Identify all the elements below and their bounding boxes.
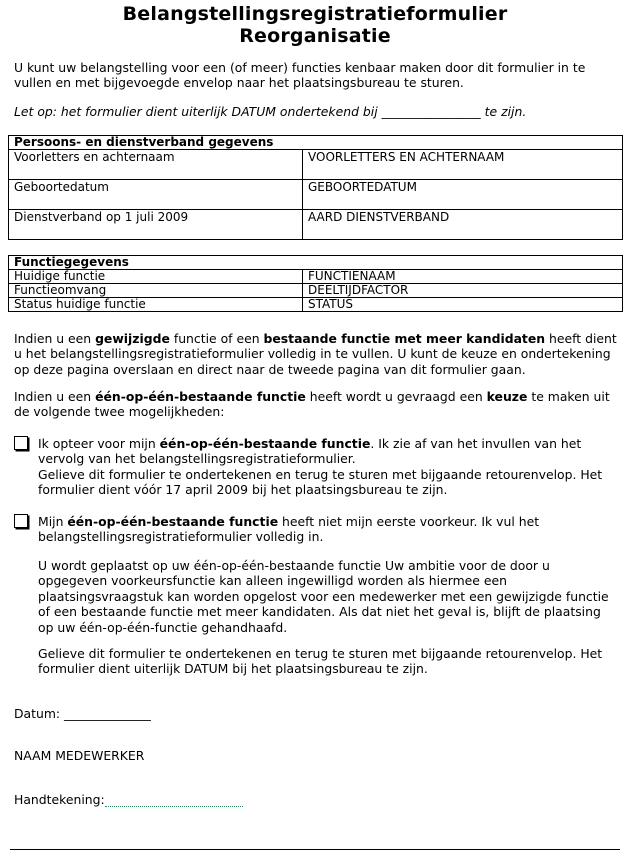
row-label: Voorletters en achternaam (9, 150, 303, 180)
text-run: Indien u een (14, 389, 96, 404)
notice-text: Let op: het formulier dient uiterlijk DATUM ondertekend bij (14, 104, 378, 119)
signature-label: Handtekening: (14, 792, 105, 807)
row-label: Huidige functie (9, 270, 303, 284)
text-run: Indien u een (14, 331, 96, 346)
bold-run: bestaande functie met meer kandidaten (263, 331, 546, 346)
signature-field (14, 792, 620, 807)
bold-run: één-op-één-bestaande functie (67, 514, 279, 529)
option-2-text (38, 514, 618, 545)
row-value[interactable]: FUNCTIENAAM (303, 270, 623, 284)
row-label: Dienstverband op 1 juli 2009 (9, 210, 303, 240)
bottom-divider (10, 849, 620, 850)
text-run: heeft wordt u gevraagd een (305, 389, 487, 404)
text-run: heeft dient u het belangstellingsregistratieformulier volledig in te vullen. U kunt de keuze en ondertekening op deze pagina overslaan en direct naar de tweede pagina van dit formulier gaan. (14, 331, 617, 377)
table-row (9, 284, 623, 298)
notice-text-end: te zijn. (484, 104, 527, 119)
personal-data-table (8, 135, 623, 240)
text-run: Mijn (38, 514, 68, 529)
function-data-table (8, 255, 623, 312)
text-run: te maken uit de volgende twee mogelijkheden: (14, 389, 610, 420)
row-label: Geboortedatum (9, 180, 303, 210)
option-1-checkbox[interactable] (14, 436, 28, 450)
date-field (14, 706, 620, 721)
table-header: Functiegegevens (9, 256, 623, 270)
notice-blank: ________________ (381, 104, 481, 119)
instruction-paragraph-2 (14, 389, 620, 420)
table-row (9, 270, 623, 284)
signature-input[interactable] (105, 794, 243, 807)
table-row (9, 210, 623, 240)
date-input[interactable]: ______________ (64, 706, 151, 721)
option-2-subtext-2: Gelieve dit formulier te ondertekenen en terug te sturen met bijgaande retourenvelop. Het formulier dient uiterlijk DATUM bij het plaatsingsbureau te zijn. (38, 646, 603, 677)
table-row (9, 150, 623, 180)
table-row (9, 298, 623, 312)
row-value[interactable]: VOORLETTERS EN ACHTERNAAM (303, 150, 623, 180)
text-run: . Ik zie af van het invullen van het vervolg van het belangstellingsregistratieformulier. (38, 436, 582, 467)
instruction-paragraph-1 (14, 331, 620, 377)
date-label: Datum: (14, 706, 61, 721)
row-value[interactable]: DEELTIJDFACTOR (303, 284, 623, 298)
table-row (9, 180, 623, 210)
text-run: Ik opteer voor mijn (38, 436, 160, 451)
employee-name: NAAM MEDEWERKER (14, 748, 145, 763)
document-subtitle: Reorganisatie (239, 25, 391, 47)
deadline-notice (14, 104, 620, 119)
option-2-subtext-1: U wordt geplaatst op uw één-op-één-bestaande functie Uw ambitie voor de door u opgegeven voorkeursfunctie kan alleen ingewilligd worden als hiermee een plaatsingsvraagstuk kan worden opgelost voor een medewerker met een gewijzigde functie of een bestaande functie met meer kandidaten. Als dat niet het geval is, blijft de plaatsing op uw één-op-één-functie gehandhaafd. (38, 558, 609, 635)
option-2-checkbox[interactable] (14, 514, 28, 528)
row-value[interactable]: STATUS (303, 298, 623, 312)
intro-paragraph: U kunt uw belangstelling voor een (of meer) functies kenbaar maken door dit formulier in te vullen en met bijgevoegde envelop naar het plaatsingsbureau te sturen. (14, 60, 586, 91)
option-1-text (38, 436, 618, 467)
row-label: Status huidige functie (9, 298, 303, 312)
document-title: Belangstellingsregistratieformulier (122, 3, 508, 25)
text-run: functie of een (169, 331, 264, 346)
bold-run: gewijzigde (95, 331, 170, 346)
table-header: Persoons- en dienstverband gegevens (9, 136, 623, 150)
row-value[interactable]: AARD DIENSTVERBAND (303, 210, 623, 240)
row-value[interactable]: GEBOORTEDATUM (303, 180, 623, 210)
bold-run: één-op-één-bestaande functie (159, 436, 371, 451)
row-label: Functieomvang (9, 284, 303, 298)
bold-run: één-op-één-bestaande functie (95, 389, 306, 404)
bold-run: keuze (486, 389, 528, 404)
text-run: heeft niet mijn eerste voorkeur. Ik vul het belangstellingsregistratieformulier volledig in. (38, 514, 540, 545)
option-1-subtext: Gelieve dit formulier te ondertekenen en terug te sturen met bijgaande retourenvelop. Het formulier dient vóór 17 april 2009 bij het plaatsingsbureau te zijn. (38, 467, 603, 498)
